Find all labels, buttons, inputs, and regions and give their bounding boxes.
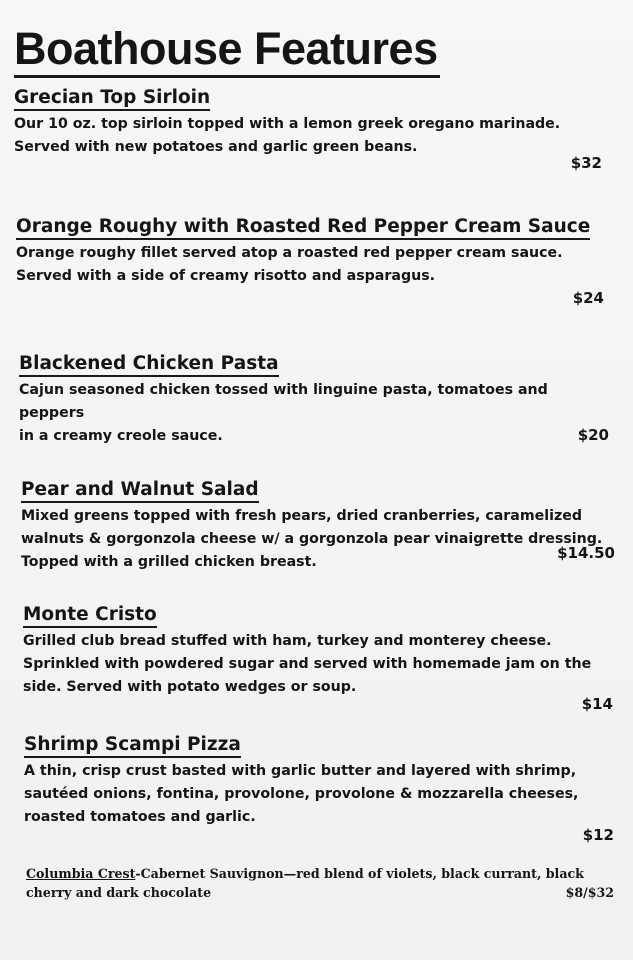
page-title: Boathouse Features bbox=[14, 24, 440, 78]
menu-item-grecian-top-sirloin bbox=[14, 87, 602, 172]
menu-item-description bbox=[14, 113, 602, 159]
menu-item-monte-cristo bbox=[23, 604, 613, 713]
menu-item-description bbox=[24, 760, 614, 829]
description-line: side. Served with potato wedges or soup. bbox=[23, 679, 357, 695]
description-line: Sprinkled with powdered sugar and served with homemade jam on the bbox=[23, 656, 592, 672]
menu-item-description bbox=[23, 630, 613, 699]
menu-item-name: Grecian Top Sirloin bbox=[14, 87, 210, 111]
menu-item-description bbox=[19, 379, 609, 448]
menu-item-shrimp-scampi-pizza bbox=[24, 734, 614, 844]
menu-item-description bbox=[16, 242, 604, 288]
menu-item-price: $20 bbox=[577, 426, 609, 444]
wine-feature bbox=[26, 864, 616, 902]
menu-item-price: $24 bbox=[572, 289, 604, 307]
menu-item-name: Orange Roughy with Roasted Red Pepper Cream Sauce bbox=[16, 216, 590, 240]
description-line: Our 10 oz. top sirloin topped with a lemon greek oregano marinade. bbox=[14, 116, 561, 132]
wine-description-line: cherry and dark chocolate bbox=[26, 885, 212, 900]
wine-price: $8/$32 bbox=[565, 885, 614, 900]
description-line: Orange roughy fillet served atop a roasted red pepper cream sauce. bbox=[16, 245, 563, 261]
wine-description-line: -Cabernet Sauvignon—red blend of violets, black currant, black bbox=[135, 866, 584, 881]
menu-item-blackened-chicken-pasta bbox=[19, 353, 609, 448]
description-line: sautéed onions, fontina, provolone, provolone & mozzarella cheeses, bbox=[24, 786, 579, 802]
menu-item-name: Shrimp Scampi Pizza bbox=[24, 734, 241, 758]
menu-item-name: Pear and Walnut Salad bbox=[21, 479, 259, 503]
description-line: roasted tomatoes and garlic. bbox=[24, 809, 256, 825]
menu-item-price: $32 bbox=[570, 154, 602, 172]
menu-item-pear-walnut-salad bbox=[21, 479, 615, 574]
description-line: Served with new potatoes and garlic green beans. bbox=[14, 139, 418, 155]
description-line: Cajun seasoned chicken tossed with linguine pasta, tomatoes and peppers bbox=[19, 382, 548, 421]
description-line: Mixed greens topped with fresh pears, dried cranberries, caramelized bbox=[21, 508, 583, 524]
description-line: Grilled club bread stuffed with ham, turkey and monterey cheese. bbox=[23, 633, 552, 649]
menu-item-orange-roughy bbox=[16, 216, 604, 307]
menu-item-price: $12 bbox=[582, 826, 614, 844]
wine-name: Columbia Crest bbox=[26, 866, 136, 881]
description-line: walnuts & gorgonzola cheese w/ a gorgonzola pear vinaigrette dressing. bbox=[21, 531, 603, 547]
menu-item-description bbox=[21, 505, 615, 574]
menu-item-name: Monte Cristo bbox=[23, 604, 157, 628]
menu-item-price: $14 bbox=[581, 695, 613, 713]
menu-item-name: Blackened Chicken Pasta bbox=[19, 353, 279, 377]
menu-item-price: $14.50 bbox=[557, 544, 615, 562]
description-line: in a creamy creole sauce. bbox=[19, 428, 223, 444]
description-line: Served with a side of creamy risotto and asparagus. bbox=[16, 268, 436, 284]
description-line: A thin, crisp crust basted with garlic butter and layered with shrimp, bbox=[24, 763, 577, 779]
description-line: Topped with a grilled chicken breast. bbox=[21, 554, 317, 570]
